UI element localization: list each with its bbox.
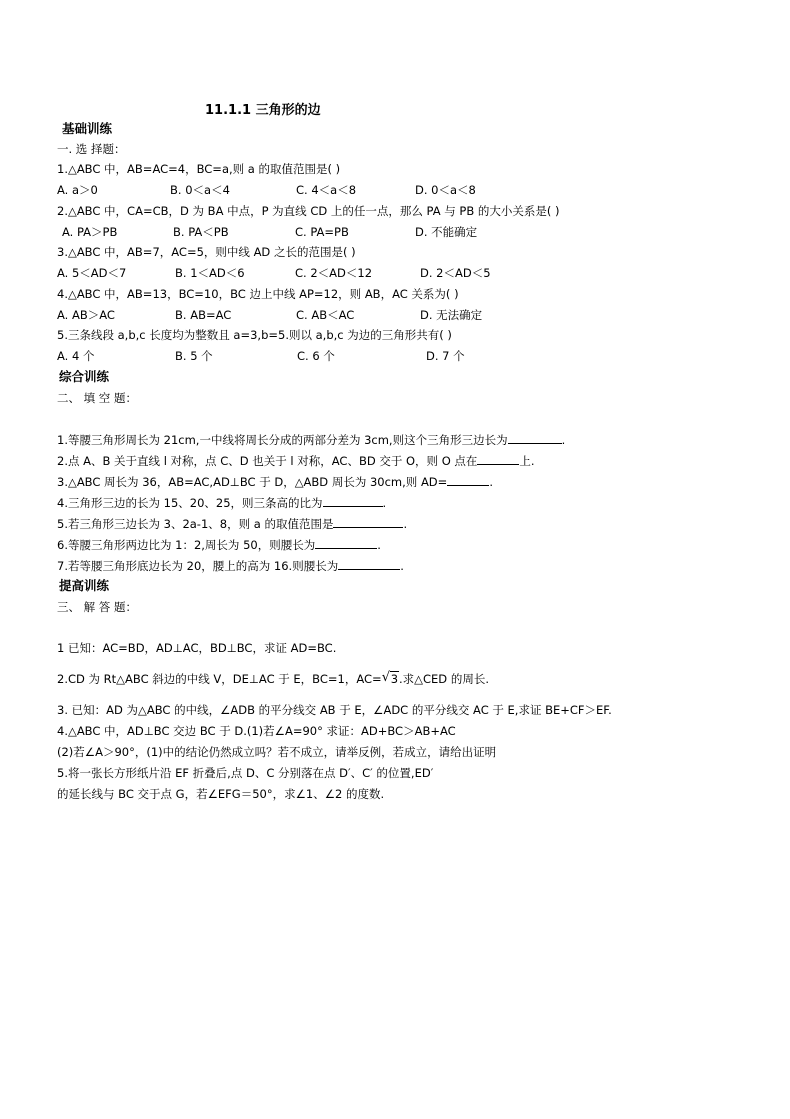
option-d: D. 0＜a＜8 xyxy=(415,183,476,197)
option-d: D. 不能确定 xyxy=(415,225,478,239)
fill-item-text: 5.若三角形三边长为 3、2a-1、8，则 a 的取值范围是 xyxy=(57,517,334,531)
solve-question-3: 3. 已知：AD 为△ABC 的中线，∠ADB 的平分线交 AB 于 E，∠ADC 的平分线交 AC 于 E,求证 BE+CF＞EF. xyxy=(57,703,612,717)
fill-item-2 xyxy=(57,453,535,469)
fill-item-text: 1.等腰三角形周长为 21cm,一中线将周长分成的两部分差为 3cm,则这个三角形三边长为 xyxy=(57,433,508,447)
answer-blank[interactable] xyxy=(508,432,562,444)
option-a: A. a＞0 xyxy=(57,183,98,197)
option-b: B. 1＜AD＜6 xyxy=(175,266,245,280)
fill-item-text: 3.△ABC 周长为 36，AB=AC,AD⊥BC 于 D，△ABD 周长为 30cm,则 AD= xyxy=(57,475,448,489)
answer-blank[interactable] xyxy=(333,516,403,528)
heading-basic: 基础训练 xyxy=(62,121,113,136)
option-d: D. 无法确定 xyxy=(420,308,483,322)
solve-question-4-part2: (2)若∠A＞90°，(1)中的结论仍然成立吗？若不成立，请举反例，若成立，请给出证明 xyxy=(57,745,497,759)
heading-comprehensive: 综合训练 xyxy=(59,369,110,384)
fill-item-end: . xyxy=(400,559,404,573)
fill-item-end: 上. xyxy=(519,454,535,468)
option-c: C. 2＜AD＜12 xyxy=(295,266,373,280)
fill-item-text: 4.三角形三边的长为 15、20、25，则三条高的比为 xyxy=(57,496,323,510)
fill-item-text: 2.点 A、B 关于直线 l 对称，点 C、D 也关于 l 对称，AC、BD 交于 O，则 O 点在 xyxy=(57,454,478,468)
answer-blank[interactable] xyxy=(447,474,489,486)
fill-item-1 xyxy=(57,432,565,448)
fill-item-4 xyxy=(57,495,386,511)
fill-item-end: . xyxy=(403,517,408,531)
answer-blank[interactable] xyxy=(338,558,400,570)
question-1: 1.△ABC 中，AB=AC=4，BC=a,则 a 的取值范围是( ) xyxy=(57,162,341,176)
solve-question-5-line2: 的延长线与 BC 交于点 G，若∠EFG＝50°，求∠1、∠2 的度数. xyxy=(57,787,385,801)
fill-item-6 xyxy=(57,537,381,553)
solve-question-4-part1: 4.△ABC 中，AD⊥BC 交边 BC 于 D.(1)若∠A=90° 求证：AD+BC＞AB+AC xyxy=(57,724,456,738)
option-d: D. 7 个 xyxy=(426,349,465,363)
solve-question-2 xyxy=(57,672,489,687)
question-2: 2.△ABC 中，CA=CB，D 为 BA 中点，P 为直线 CD 上的任一点，那么 PA 与 PB 的大小关系是( ) xyxy=(57,204,560,218)
question-3: 3.△ABC 中，AB=7，AC=5，则中线 AD 之长的范围是( ) xyxy=(57,245,356,259)
fill-item-5 xyxy=(57,516,407,532)
option-c: C. 6 个 xyxy=(297,349,335,363)
question-4: 4.△ABC 中，AB=13，BC=10，BC 边上中线 AP=12，则 AB，AC 关系为( ) xyxy=(57,287,459,301)
fill-item-3 xyxy=(57,474,493,490)
fill-item-end: . xyxy=(382,496,387,510)
option-b: B. AB=AC xyxy=(175,308,232,322)
fill-item-end: . xyxy=(561,433,566,447)
option-c: C. AB＜AC xyxy=(296,308,355,322)
fill-item-end: . xyxy=(489,475,493,489)
option-a: A. 5＜AD＜7 xyxy=(57,266,127,280)
section-fill-in: 二、 填 空 题： xyxy=(57,391,137,405)
fill-item-text: 6.等腰三角形两边比为 1：2,周长为 50，则腰长为 xyxy=(57,538,316,552)
option-c: C. 4＜a＜8 xyxy=(296,183,357,197)
square-root xyxy=(382,672,399,687)
fill-item-7 xyxy=(57,558,404,574)
radical-sign-icon: √ xyxy=(381,670,390,685)
radicand: 3 xyxy=(390,672,399,686)
option-a: A. 4 个 xyxy=(57,349,95,363)
option-d: D. 2＜AD＜5 xyxy=(420,266,491,280)
answer-blank[interactable] xyxy=(323,495,383,507)
solve-question-5-line1: 5.将一张长方形纸片沿 EF 折叠后,点 D、C 分别落在点 D′、C′ 的位置,ED′ xyxy=(57,766,434,780)
fill-item-end: . xyxy=(377,538,381,552)
option-a: A. PA＞PB xyxy=(62,225,118,239)
solve-question-1: 1 已知：AC=BD，AD⊥AC，BD⊥BC，求证 AD=BC. xyxy=(57,641,337,655)
answer-blank[interactable] xyxy=(315,537,377,549)
fill-item-text: 7.若等腰三角形底边长为 20，腰上的高为 16.则腰长为 xyxy=(57,559,339,573)
question-5: 5.三条线段 a,b,c 长度均为整数且 a=3,b=5.则以 a,b,c 为边的三角形共有( ) xyxy=(57,328,452,342)
option-b: B. 0＜a＜4 xyxy=(170,183,230,197)
document-title: 11.1.1 三角形的边 xyxy=(205,103,321,118)
option-b: B. 5 个 xyxy=(175,349,213,363)
option-a: A. AB＞AC xyxy=(57,308,115,322)
section-multiple-choice: 一. 选 择题： xyxy=(57,142,126,156)
question-text: 2.CD 为 Rt△ABC 斜边的中线 V，DE⊥AC 于 E，BC=1，AC= xyxy=(57,672,382,686)
option-c: C. PA=PB xyxy=(295,225,349,239)
option-b: B. PA＜PB xyxy=(173,225,229,239)
question-text-end: .求△CED 的周长. xyxy=(399,672,489,686)
answer-blank[interactable] xyxy=(477,453,519,465)
section-solve: 三、 解 答 题： xyxy=(57,600,137,614)
heading-advanced: 提高训练 xyxy=(59,578,110,593)
